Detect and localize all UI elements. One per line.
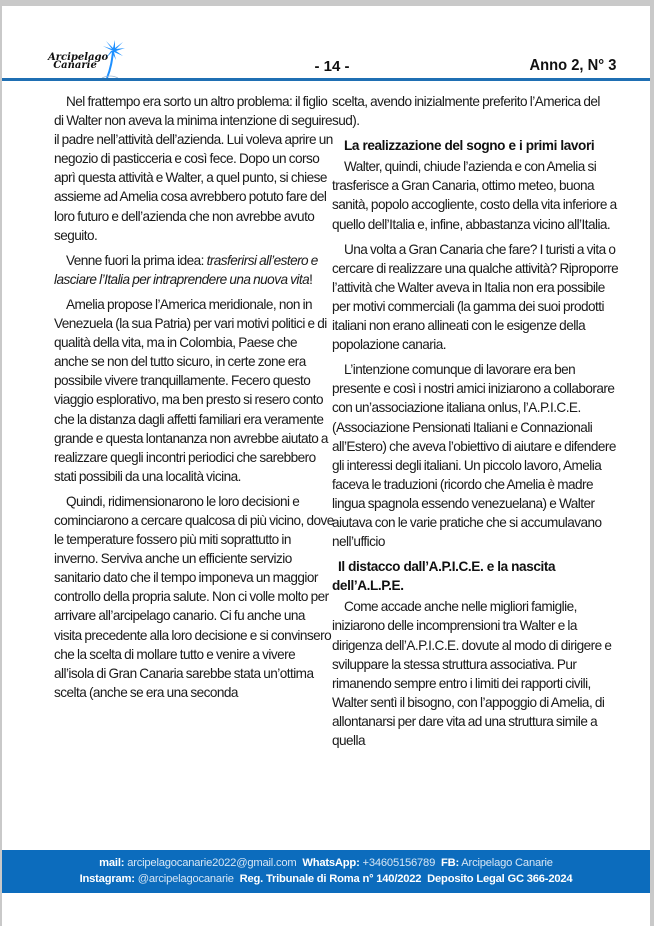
header-rule: [2, 78, 650, 81]
issue-number: Anno 2, N° 3: [529, 57, 616, 74]
left-column: [54, 92, 334, 708]
paragraph: L’intenzione comunque di lavorare era ben presente e così i nostri amici iniziarono a collaborare con un’associazione italiana onlus, l’A.P.I.C.E. (Associazione Pensionati Italiani e Connazionali all’Estero) che aveva l’obiettivo di aiutare e difendere gli interessi degli italiani. Un piccolo lavoro, Amelia faceva le traduzioni (ricordo che Amelia è madre lingua spagnola essendo venezuelana) e Walter aiutava con le varie pratiche che si accumulavano nell’ufficio: [332, 362, 616, 550]
paragraph: Quindi, ridimensionarono le loro decisioni e cominciarono a cercare qualcosa di più vicino, dove le temperature fossero più miti soprattutto in inverno. Serviva anche un efficiente servizio sanitario dato che il tempo imponeva un maggior controllo della propria salute. Non ci volle molto per arrivare all’arcipelago canario. Ci fu anche una visita precedente alla loro decisione e si convinsero che la scelta di mollare tutto e venire a vivere all’isola di Gran Canaria sarebbe stata un’ottima scelta (anche se era una seconda: [54, 493, 334, 700]
logo-line-1: Arcipelago: [48, 52, 109, 63]
facebook-link[interactable]: Arcipelago Canarie: [461, 857, 553, 869]
paragraph-first-idea: Venne fuori la prima idea: trasferirsi all’estero e lasciare l’Italia per intraprendere una nuova vita!: [54, 252, 318, 287]
footer-line-1: mail: arcipelagocanarie2022@gmail.com WhatsApp: +34605156789 FB: Arcipelago Canarie: [99, 857, 553, 869]
paragraph-continuation: scelta, avendo inizialmente preferito l’America del sud).: [332, 94, 600, 129]
paragraph: Come accade anche nelle migliori famiglie, iniziarono delle incomprensioni tra Walter e la dirigenza dell’A.P.I.C.E. dovute al modo di dirigere e sviluppare la stessa struttura associativa. Pur rimanendo sempre entro i limiti dei rapporti civili, Walter sentì il bisogno, con l’appoggio di Amelia, di allontanarsi per dare vita ad una struttura simile a quella: [332, 599, 612, 748]
instagram-link[interactable]: @arcipelagocanarie: [137, 873, 234, 885]
deposito-legal: Deposito Legal GC 366-2024: [427, 873, 573, 885]
paragraph: Amelia propose l’America meridionale, non in Venezuela (la sua Patria) per vari motivi politici e di qualità della vita, ma in Colombia, Paese che anche se non del tutto sicuro, in certe zone era possibile vivere tranquillamente. Fecero questo viaggio esplorativo, ma ben presto si resero conto che la distanza dagli affetti familiari era veramente grande e questa lontananza non avrebbe aiutato a realizzare quegli incontri periodici che sarebbero stati possibili da una località vicina.: [54, 296, 328, 484]
paragraph: Nel frattempo era sorto un altro problema: il figlio di Walter non aveva la minima intenzione di seguire il padre nell’attività dell’azienda. Lui voleva aprire un negozio di pasticceria e così fece. Dopo un corso aprì questa attività e Walter, a quel punto, si chiese assieme ad Amelia cosa avrebbero potuto fare del loro futuro e dell’azienda che non avrebbe avuto seguito.: [54, 94, 333, 243]
contact-footer: [2, 850, 650, 893]
logo: [48, 42, 128, 78]
footer-line-2: Instagram: @arcipelagocanarie Reg. Tribunale di Roma n° 140/2022 Deposito Legal GC 366-2024: [79, 873, 573, 885]
paragraph: Walter, quindi, chiude l’azienda e con Amelia si trasferisce a Gran Canaria, ottimo meteo, buona sanità, popolo accogliente, costo della vita inferiore a quello dell’Italia e, infine, abbastanza vicino all’Italia.: [332, 159, 617, 232]
section-heading: La realizzazione del sogno e i primi lavori: [344, 138, 595, 154]
email-link[interactable]: arcipelagocanarie2022@gmail.com: [127, 857, 297, 869]
section-heading: Il distacco dall’A.P.I.C.E. e la nascita dell’A.L.P.E.: [332, 559, 556, 594]
italic-emphasis: trasferirsi all’estero e lasciare l’Italia per intraprendere una nuova vita: [54, 252, 318, 287]
whatsapp-number[interactable]: +34605156789: [362, 857, 436, 869]
page-number: - 14 -: [314, 58, 350, 75]
newsletter-page: [2, 6, 650, 926]
logo-text: [48, 52, 109, 71]
logo-line-2: Canarie: [53, 60, 97, 71]
page-header: [2, 6, 650, 78]
paragraph: Una volta a Gran Canaria che fare? I turisti a vita o cercare di realizzare una qualche attività? Riproporre l’attività che Walter aveva in Italia non era possibile per motivi commerciali (la gamma dei suoi prodotti italiani non erano allineati con le esigenze della popolazione canaria.: [332, 241, 619, 353]
palm-tree-icon: [98, 40, 126, 80]
right-column: [332, 92, 620, 756]
registration-info: Reg. Tribunale di Roma n° 140/2022: [239, 873, 422, 885]
